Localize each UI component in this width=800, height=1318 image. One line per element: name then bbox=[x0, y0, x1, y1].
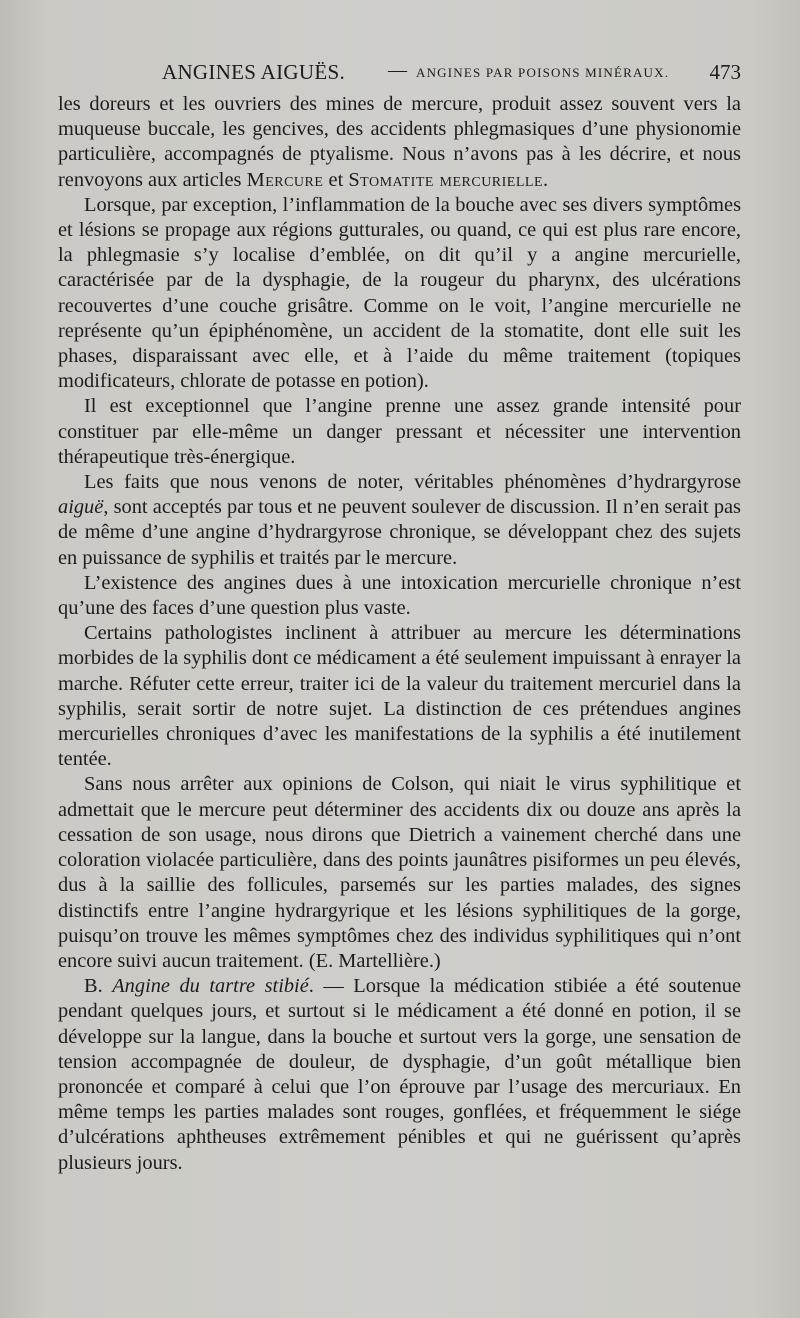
paragraph-continued bbox=[58, 92, 741, 193]
paragraph-text: . — Lorsque la médication stibiée a été soutenue pendant quelques jours, et surtout si le médicament a été donné en potion, il se développe sur la langue, dans la bouche et surtout vers la gorge, une sensation de tension accompagnée de douleur, de dysphagie, d’un goût métallique bien prononcée et comparé à celui que l’on éprouve par l’usage des mercuriaux. En même temps les parties malades sont rouges, gonflées, et fréquemment le siége d’ulcérations aphtheuses extrêmement pénibles et qui ne guérissent qu’après plusieurs jours. bbox=[58, 975, 742, 1174]
section-heading: Angine du tartre stibié bbox=[112, 975, 309, 998]
paragraph: Certains pathologistes inclinent à attribuer au mercure les déterminations morbides de la syphilis dont ce médicament a été seulement impuissant à enrayer la marche. Réfuter cette erreur, traiter ici de la valeur du traitement mercuriel dans la syphilis, serait sortir de notre sujet. La distinction de ces prétendues angines mercurielles chroniques d’avec les manifestations de la syphilis a été inutilement tentée. bbox=[58, 622, 741, 771]
header-title: ANGINES AIGUËS. bbox=[162, 60, 345, 84]
paragraph-text: , sont acceptés par tous et ne peuvent soulever de discussion. Il n’en serait pas de même d’une angine d’hydrargyrose chronique, se développant chez des sujets en puissance de syphilis et traités par le mercure. bbox=[58, 496, 741, 569]
page-body bbox=[58, 92, 741, 1176]
paragraph-text: Les faits que nous venons de noter, véritables phénomènes d’hydrargyrose bbox=[84, 471, 741, 494]
paragraph bbox=[58, 470, 741, 571]
header-separator: — bbox=[388, 60, 407, 81]
paragraph: Lorsque, par exception, l’inflammation de la bouche avec ses divers symptômes et lésions se propage aux régions gutturales, ou quand, ce qui est plus rare encore, la phlegmasie s’y localise d’emblée, on dit qu’il y a angine mercurielle, caractérisée par de la dysphagie, de la rougeur du pharynx, des ulcérations recouvertes d’une couche grisâtre. Comme on le voit, l’angine mercurielle ne représente qu’un épiphénomène, un accident de la stomatite, dont elle suit les phases, disparaissant avec elle, et à l’aide du même traitement (topiques modificateurs, chlorate de potasse en potion). bbox=[58, 193, 741, 393]
paragraph: L’existence des angines dues à une intoxication mercurielle chronique n’est qu’une des faces d’une question plus vaste. bbox=[58, 571, 741, 620]
article-reference-mercure: Mercure bbox=[246, 168, 324, 191]
section-label: B. bbox=[84, 975, 113, 998]
page-number: 473 bbox=[709, 60, 741, 84]
paragraph-text: les doreurs et les ouvriers des mines de mercure, produit assez souvent vers la muqueuse buccale, les gencives, des accidents phlegmasiques d’une physionomie particulière, accompagnés de ptyalisme. Nous n’avons pas à les décrire, et nous renvoyons aux articles bbox=[58, 93, 741, 191]
article-reference-stomatite: Stomatite mercurielle bbox=[348, 168, 544, 191]
header-subtitle: ANGINES PAR POISONS MINÉRAUX. bbox=[416, 65, 670, 80]
paragraph: Il est exceptionnel que l’angine prenne une assez grande intensité pour constituer par elle-même un danger pressant et nécessiter une intervention thérapeutique très-énergique. bbox=[58, 395, 741, 468]
running-header bbox=[58, 58, 741, 88]
section-paragraph bbox=[58, 974, 741, 1176]
emphasis-text: aiguë bbox=[58, 496, 104, 519]
paragraph-text: . bbox=[543, 168, 549, 191]
paragraph-text: et bbox=[323, 168, 349, 191]
paragraph: Sans nous arrêter aux opinions de Colson, qui niait le virus syphilitique et admettait que le mercure peut déterminer des accidents dix ou douze ans après la cessation de son usage, nous dirons que Dietrich a vainement cherché dans une coloration violacée particulière, dans des points jaunâtres pisiformes un peu élevés, dus à la saillie des follicules, parsemés sur les parties malades, des signes distinctifs entre l’angine hydrargyrique et les lésions syphilitiques de la gorge, puisqu’on trouve les mêmes symptômes chez des individus syphilitiques qui n’ont encore suivi aucun traitement. (E. Martellière.) bbox=[58, 773, 741, 972]
